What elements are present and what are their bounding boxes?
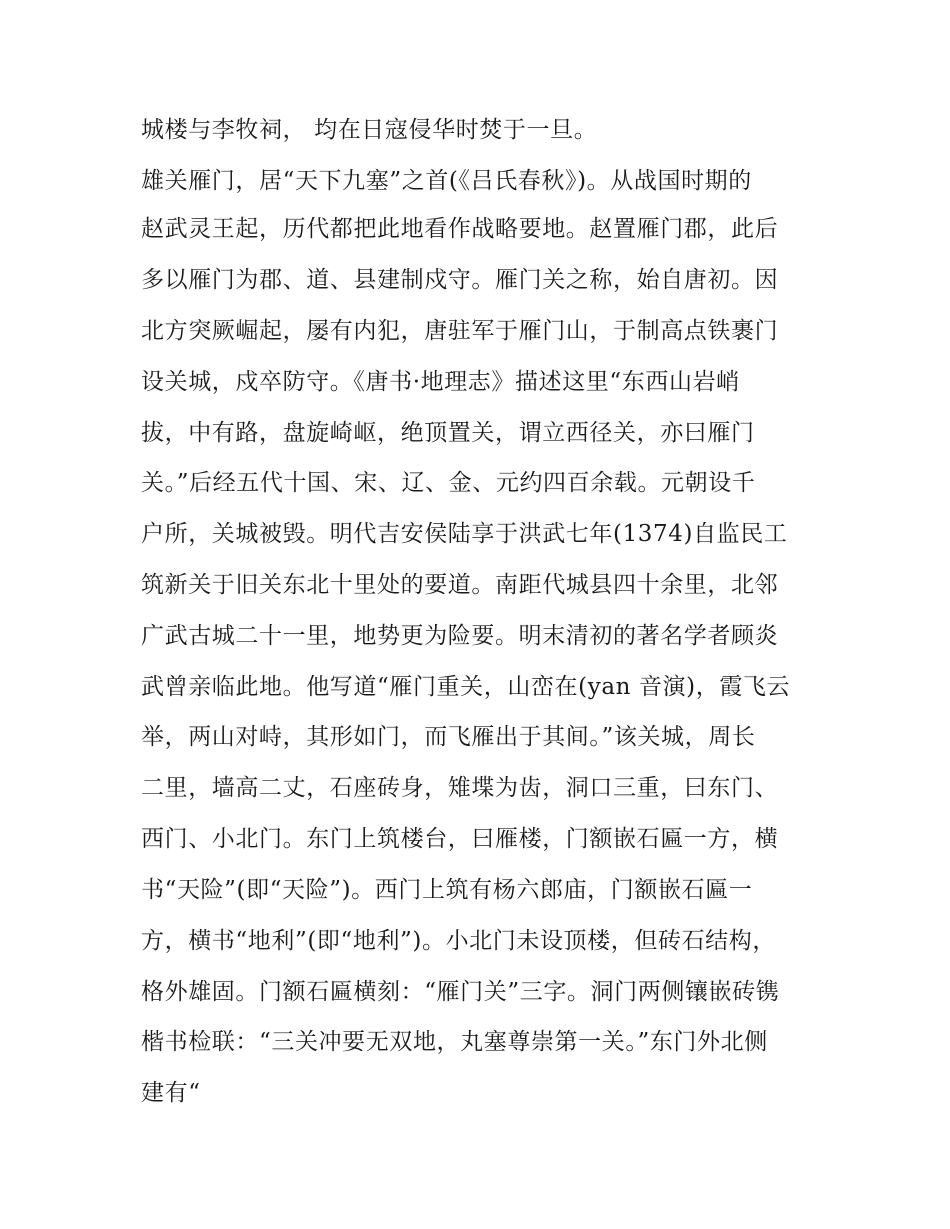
text-line-12: 武曾亲临此地。他写道“雁门重关，山峦在(yan 音演)，霞飞云 (141, 674, 791, 700)
text-line-14: 二里，墙高二丈，石座砖身，雉堞为齿，洞口三重，曰东门、 (141, 775, 779, 801)
text-line-16: 书“天险”(即“天险”)。西门上筑有杨六郎庙，门额嵌石匾一 (141, 877, 753, 903)
text-line-1: 城楼与李牧祠， 均在日寇侵华时焚于一旦。 (141, 117, 598, 143)
text-line-6: 设关城，戍卒防守。《唐书·地理志》描述这里“东西山岩峭 (141, 369, 740, 395)
text-line-4: 多以雁门为郡、道、县建制戍守。雁门关之称，始自唐初。因 (141, 267, 779, 293)
text-line-17: 方，横书“地利”(即“地利”)。小北门未设顶楼，但砖石结构， (141, 928, 776, 954)
text-line-3: 赵武灵王起，历代都把此地看作战略要地。赵置雁门郡，此后 (141, 216, 779, 242)
text-line-19: 楷书检联：“三关冲要无双地，丸塞尊崇第一关。”东门外北侧 (141, 1029, 768, 1055)
text-line-18: 格外雄固。门额石匾横刻：“雁门关”三字。洞门两侧镶嵌砖镌 (141, 979, 780, 1005)
text-line-20: 建有“ (141, 1080, 201, 1106)
text-line-5: 北方突厥崛起，屡有内犯，唐驻军于雁门山，于制高点铁裹门 (141, 318, 779, 344)
text-line-8: 关。”后经五代十国、宋、辽、金、元约四百余载。元朝设千 (141, 470, 756, 496)
text-line-9: 户所，关城被毁。明代吉安侯陆享于洪武七年(1374)自监民工 (141, 521, 788, 547)
text-line-2: 雄关雁门，居“天下九塞”之首(《吕氏春秋》)。从战国时期的 (141, 168, 752, 194)
text-line-7: 拔，中有路，盘旋崎岖，绝顶置关，谓立西径关，亦曰雁门 (141, 420, 755, 446)
text-line-10: 筑新关于旧关东北十里处的要道。南距代城县四十余里，北邻 (141, 572, 779, 598)
text-line-15: 西门、小北门。东门上筑楼台，曰雁楼，门额嵌石匾一方，横 (141, 826, 779, 852)
text-line-13: 举，两山对峙，其形如门，而飞雁出于其间。”该关城，周长 (141, 724, 756, 750)
text-line-11: 广武古城二十一里，地势更为险要。明末清初的著名学者顾炎 (141, 623, 779, 649)
